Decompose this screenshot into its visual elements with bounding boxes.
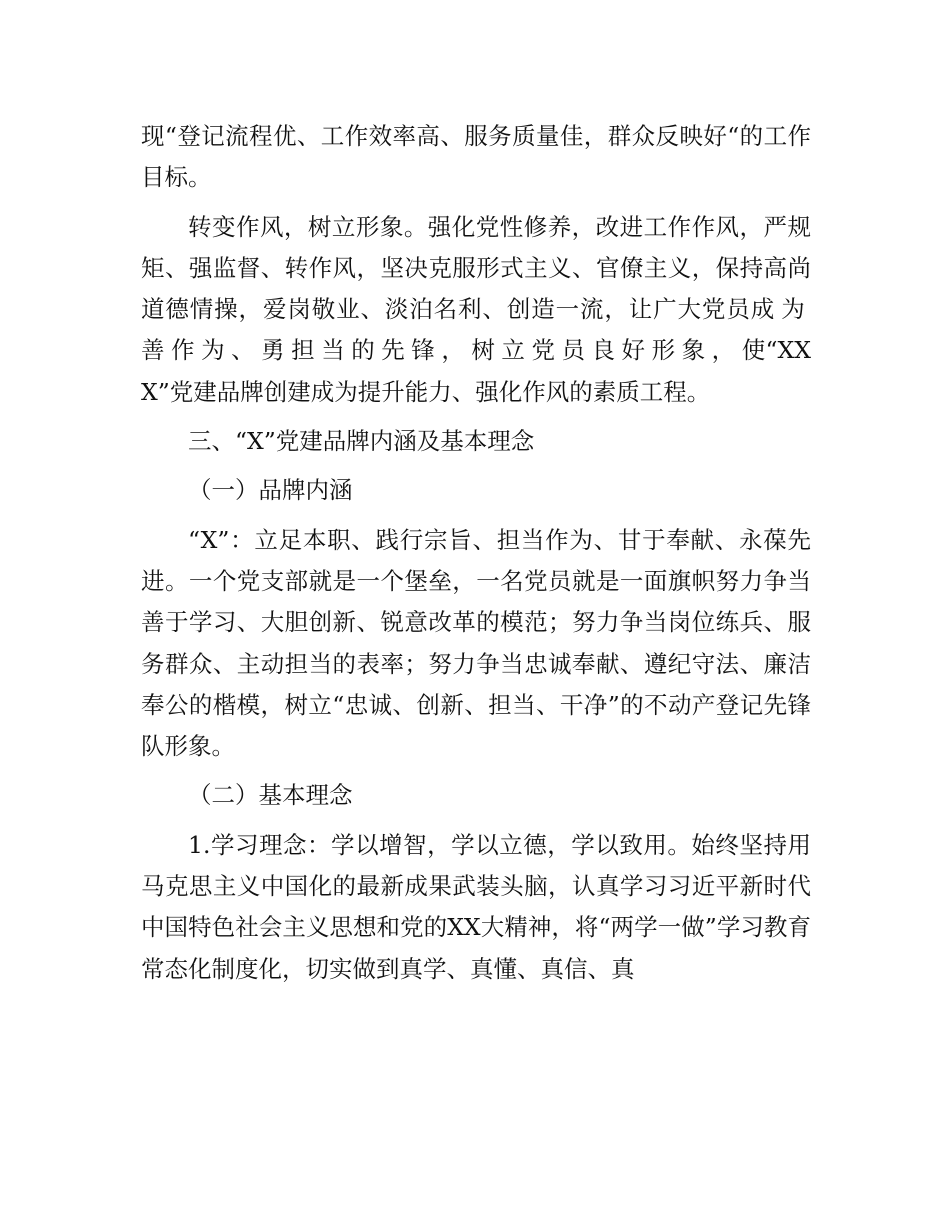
paragraph-brand-connotation: “X”：立足本职、践行宗旨、担当作为、甘于奉献、永葆先进。一个党支部就是一个堡垒，一名党员就是一面旗帜努力争当善于学习、大胆创新、锐意改革的模范；努力争当岗位练兵、服务群众、主动担当的表率；努力争当忠诚奉献、遵纪守法、廉洁奉公的楷模，树立“忠诚、创新、担当、干净”的不动产登记先锋队形象。 [141, 525, 811, 761]
paragraph-change-style-spaced-line: 成为善作为、勇担当的先锋，树立党员良好形象， [141, 295, 812, 365]
subsection-heading-brand-connotation: （一）品牌内涵 [188, 476, 353, 505]
paragraph-change-style-part1: 转变作风，树立形象。强化党性修养，改进工作作风，严规矩、强监督、转作风，坚决克服形式主义、官僚主义，保持高尚道德情操，爱岗敬业、淡泊名利、创造一流，让广大党员 [141, 212, 811, 324]
paragraph-learning-concept: 1.学习理念：学以增智，学以立德，学以致用。始终坚持用马克思主义中国化的最新成果武装头脑，认真学习习近平新时代中国特色社会主义思想和党的XX大精神，将“两学一做”学习教育常态化制度化，切实做到真学、真懂、真信、真 [141, 830, 811, 983]
paragraph-work-goal: 现“登记流程优、工作效率高、服务质量佳，群众反映好“的工作目标。 [141, 122, 811, 192]
section-heading-3: 三、“X”党建品牌内涵及基本理念 [188, 427, 535, 456]
document-body [141, 116, 811, 990]
paragraph-change-style-part2: 使“XXX”党建品牌创建成为提升能力、强化作风的素质工程。 [141, 336, 811, 406]
subsection-heading-basic-concept: （二）基本理念 [188, 781, 353, 810]
paragraph-change-style [141, 207, 811, 413]
